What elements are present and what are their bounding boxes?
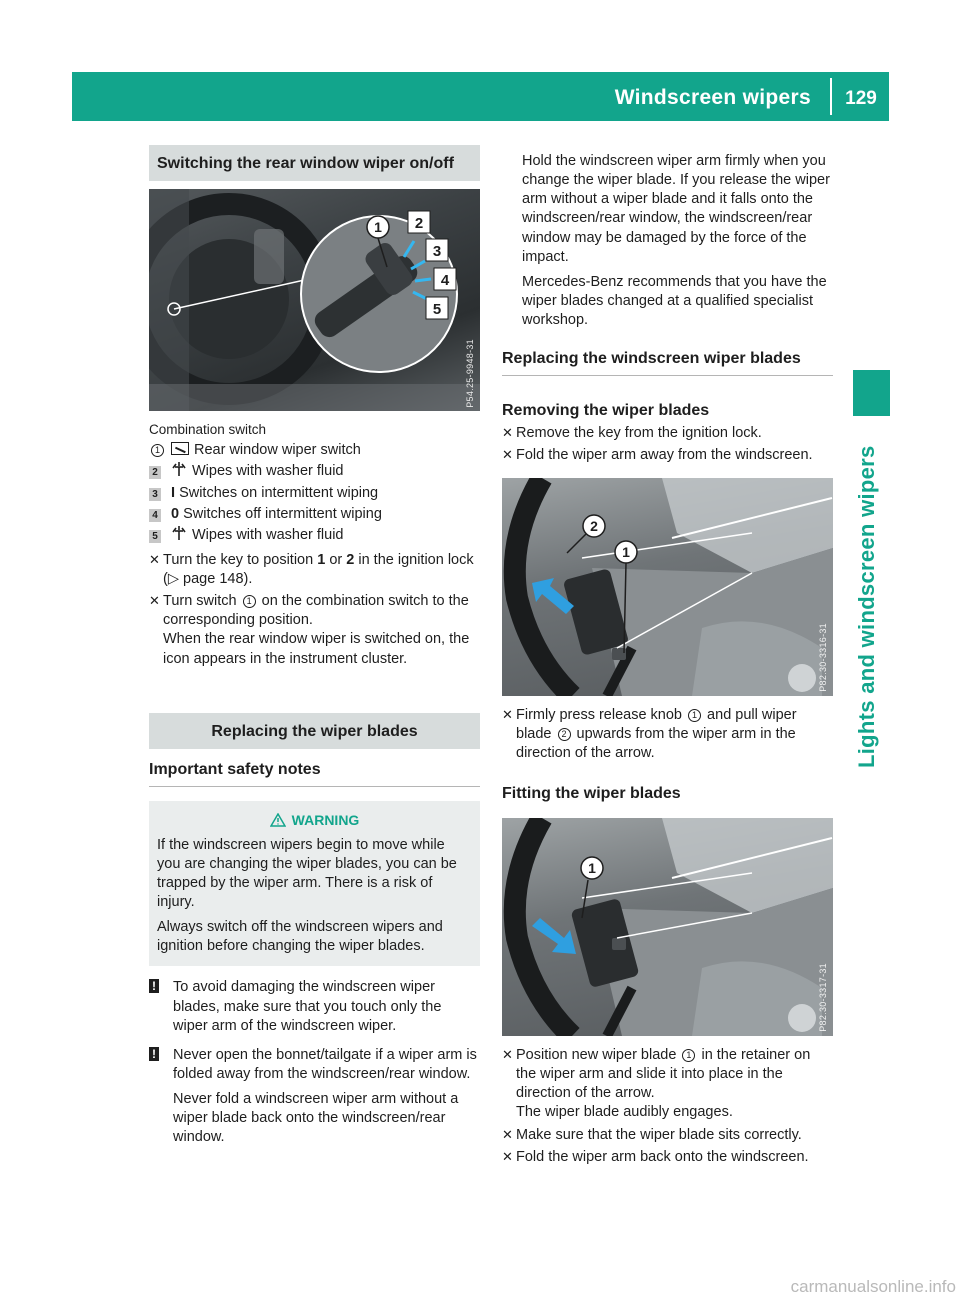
- body-paragraph: Mercedes-Benz recommends that you have the wiper blades changed at a qualified specialist workshop.: [522, 273, 827, 328]
- step-marker-icon: ✕: [502, 1148, 513, 1164]
- step-text: upwards from the wiper arm in the direction of the arrow.: [516, 725, 796, 761]
- note-text: To avoid damaging the windscreen wiper blades, make sure that you touch only the wiper arm of the windscreen wiper.: [173, 979, 442, 1034]
- instruction-step: [502, 446, 833, 465]
- chapter-title: Windscreen wipers: [614, 86, 811, 109]
- rear-wiper-symbol-icon: [171, 442, 189, 455]
- callout-2: 2: [414, 215, 424, 233]
- step-text: Fold the wiper arm away from the windscreen.: [516, 447, 813, 464]
- figure-code: P82.30-3317-31: [818, 963, 829, 1033]
- step-result-text: When the rear window wiper is switched on, the icon appears in the instrument cluster.: [163, 631, 470, 667]
- step-text: or: [325, 551, 347, 568]
- callout-ref: 2: [558, 728, 571, 741]
- legend-text: Wipes with washer fluid: [192, 526, 344, 543]
- subheading-safety-notes: Important safety notes: [149, 759, 480, 787]
- legend-item: [149, 526, 480, 545]
- legend-number: 4: [149, 509, 161, 522]
- instruction-step: [502, 706, 833, 763]
- callout-2: 2: [590, 517, 598, 534]
- step-text: Remove the key from the ignition lock.: [516, 425, 762, 442]
- legend-item: [149, 505, 480, 524]
- step-marker-icon: ✕: [502, 1047, 513, 1063]
- warning-text: Always switch off the windscreen wipers and ignition before changing the wiper blades.: [157, 919, 443, 955]
- callout-ref: 1: [243, 595, 256, 608]
- legend-text: Switches off intermittent wiping: [183, 505, 382, 522]
- section-title-windscreen-blades: Replacing the windscreen wiper blades: [502, 348, 833, 376]
- warning-text: If the windscreen wipers begin to move while you are changing the wiper blades, you can be trapped by the wiper arm. There is a risk of injury.: [157, 836, 457, 911]
- exclamation-icon: !: [149, 1047, 159, 1061]
- fitting-blade-illustration: [502, 818, 833, 1036]
- instruction-step: [149, 592, 480, 669]
- body-paragraph: Hold the windscreen wiper arm firmly when you change the wiper blade. If you release the wiper arm without a wiper blade and it falls onto the windscreen/rear window, the windscreen/rear window may be damaged by the force of the impact.: [522, 153, 830, 265]
- caution-note: [149, 978, 480, 1041]
- instruction-step: [502, 1046, 833, 1123]
- step-key-position: 1: [317, 551, 326, 568]
- site-watermark: carmanualsonline.info: [790, 1276, 956, 1296]
- step-text: Position new wiper blade: [516, 1047, 681, 1064]
- warning-triangle-icon: [270, 813, 286, 827]
- instruction-step: [502, 1126, 833, 1145]
- legend-text: Rear window wiper switch: [194, 442, 361, 459]
- callout-ref: 1: [682, 1049, 695, 1062]
- legend-text: Switches on intermittent wiping: [179, 484, 379, 501]
- step-marker-icon: ✕: [149, 551, 160, 567]
- legend-item: [149, 484, 480, 503]
- page-number: 129: [845, 88, 877, 109]
- figure-fitting-blade: [502, 818, 833, 1036]
- figure-removing-blade: [502, 478, 833, 696]
- legend-number: 3: [149, 488, 161, 501]
- step-result-text: The wiper blade audibly engages.: [516, 1104, 733, 1121]
- step-marker-icon: ✕: [502, 1126, 513, 1142]
- figure-caption: Combination switch: [149, 422, 267, 438]
- step-text: and pull wiper blade: [516, 706, 797, 742]
- left-column: [149, 145, 480, 1153]
- step-text: Fold the wiper arm back onto the windscreen.: [516, 1148, 809, 1165]
- note-text: Never fold a windscreen wiper arm without a wiper blade back onto the windscreen/rear window.: [173, 1091, 459, 1146]
- subheading-removing: Removing the wiper blades: [502, 402, 710, 420]
- legend-number: 5: [149, 530, 161, 543]
- figure-combination-switch: [149, 189, 480, 411]
- caution-note: [149, 1046, 480, 1154]
- instruction-step: [149, 551, 480, 589]
- legend-text: Wipes with washer fluid: [192, 463, 344, 480]
- washer-spray-icon: [171, 526, 187, 540]
- step-text: in the ignition lock (: [163, 551, 474, 588]
- legend-item: [149, 441, 480, 460]
- step-marker-icon: ✕: [502, 425, 513, 441]
- side-tab-marker: [853, 370, 890, 416]
- step-text: Make sure that the wiper blade sits correctly.: [516, 1126, 802, 1143]
- removing-blade-illustration: [502, 478, 833, 696]
- legend-item: [149, 462, 480, 481]
- callout-3: 3: [432, 243, 442, 261]
- section-title-rear-wiper: Switching the rear window wiper on/off: [149, 145, 480, 181]
- callout-5: 5: [432, 301, 442, 319]
- figure-code: P82.30-3316-31: [818, 622, 829, 692]
- step-text: Turn the key to position: [163, 551, 318, 568]
- step-text: Turn switch: [163, 593, 241, 610]
- warning-label: WARNING: [291, 812, 360, 829]
- figure-code: P54.25-9948-31: [465, 338, 476, 408]
- warning-title: [157, 811, 472, 829]
- side-tab-label: Lights and windscreen wipers: [854, 445, 879, 768]
- page-header: [72, 72, 889, 121]
- callout-ref: 1: [688, 709, 701, 722]
- callout-4: 4: [440, 272, 450, 290]
- legend-number: 1: [151, 444, 164, 457]
- page-ref-arrow-icon: ▷: [167, 571, 184, 588]
- step-marker-icon: ✕: [149, 593, 160, 609]
- exclamation-icon: !: [149, 979, 159, 993]
- step-key-position: 2: [346, 551, 355, 568]
- callout-1: 1: [374, 219, 382, 236]
- step-text: on the combination switch to the corresponding position.: [163, 593, 469, 629]
- page-reference-link[interactable]: page 148).: [183, 571, 253, 588]
- callout-1: 1: [588, 860, 596, 877]
- legend-position: I: [171, 484, 176, 501]
- header-divider: [830, 78, 832, 115]
- legend-position: 0: [171, 505, 180, 522]
- instruction-step: [502, 424, 833, 443]
- step-text: in the retainer on the wiper arm and slide it into place in the direction of the arrow.: [516, 1047, 811, 1102]
- legend-number: 2: [149, 466, 161, 479]
- right-column: [502, 152, 833, 1167]
- step-marker-icon: ✕: [502, 706, 513, 722]
- step-marker-icon: ✕: [502, 447, 513, 463]
- subheading-fitting: Fitting the wiper blades: [502, 784, 681, 802]
- note-text: Never open the bonnet/tailgate if a wiper arm is folded away from the windscreen/rear window.: [173, 1046, 477, 1082]
- instruction-step: [502, 1148, 833, 1167]
- step-text: Firmly press release knob: [516, 706, 687, 723]
- callout-1: 1: [622, 543, 630, 560]
- combination-switch-illustration: [149, 189, 480, 411]
- section-title-replacing-blades: Replacing the wiper blades: [149, 713, 480, 749]
- warning-box: [149, 801, 480, 966]
- washer-spray-icon: [171, 462, 187, 476]
